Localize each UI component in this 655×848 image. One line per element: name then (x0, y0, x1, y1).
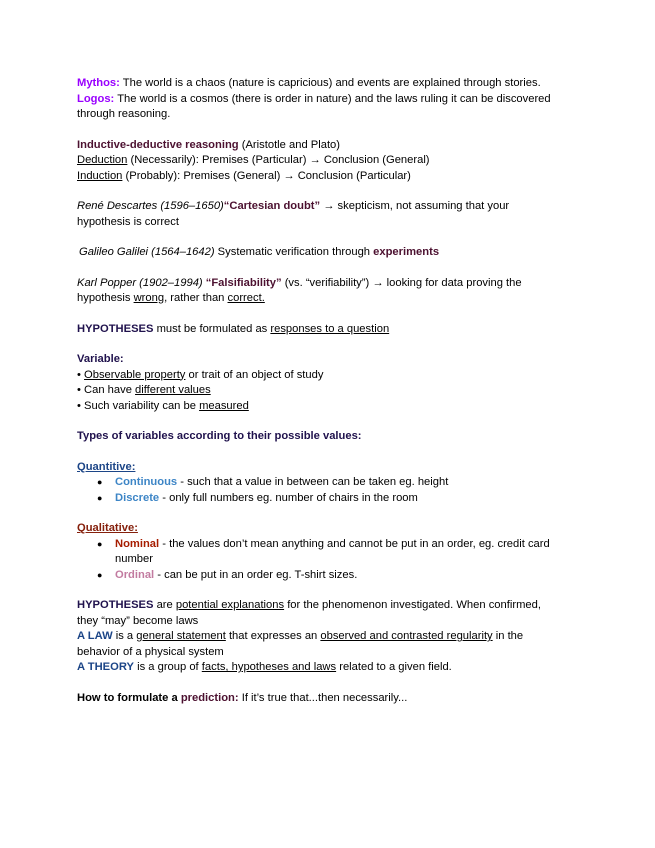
law-text-3: in the (492, 630, 524, 642)
list-item (77, 537, 582, 568)
galileo-text: Systematic verification through (214, 246, 374, 258)
popper-name: Karl Popper (1902–1994) (77, 276, 203, 289)
galileo-name: Galileo Galilei (1564–1642) (79, 246, 215, 258)
logos-term: Logos: (77, 92, 115, 105)
nominal-text-2: number (115, 553, 153, 565)
descartes-line-2 (77, 215, 582, 231)
types-heading: Types of variables according to their possible values: (77, 430, 362, 442)
descartes-text-2: hypothesis is correct (77, 215, 179, 228)
descartes-name: René Descartes (1596–1650) (77, 200, 224, 212)
descartes-text: → skepticism, not assuming that your (320, 200, 510, 212)
hypotheses-section-1 (77, 322, 582, 338)
list-item (77, 568, 582, 584)
variable-item-underlined: Observable property (84, 368, 186, 381)
variable-item-rest: or trait of an object of study (185, 368, 324, 381)
popper-section (77, 276, 582, 307)
popper-text: (vs. “verifiability”) → looking for data proving the (281, 276, 522, 289)
descartes-section (77, 199, 582, 230)
law-line-2 (77, 645, 582, 661)
law-regularity: observed and contrasted regularity (320, 630, 493, 642)
prediction-text: If it’s true that...then necessarily... (238, 691, 408, 704)
bullet-icon: ● (97, 477, 103, 487)
variable-item-prefix: • Can have (77, 384, 136, 396)
popper-correct: correct. (227, 292, 265, 304)
logos-line (77, 92, 582, 108)
deduction-term: Deduction (77, 154, 128, 166)
definitions-section (77, 598, 582, 676)
law-line (77, 629, 582, 645)
deduction-text: (Necessarily): Premises (Particular) → Conclusion (General) (127, 154, 430, 166)
quantitive-section (77, 460, 582, 507)
hypotheses-text-1: must be formulated as (153, 322, 271, 335)
hypotheses-line-1 (77, 322, 582, 338)
mythos-line (77, 76, 582, 92)
logos-text-2: through reasoning. (77, 108, 171, 120)
discrete-term: Discrete (115, 491, 160, 504)
hypotheses-text-2b: for the phenomenon investigated. When confirmed, (284, 599, 541, 611)
variable-item-prefix: • Such variability can be (77, 399, 200, 412)
hypotheses-line-2 (77, 598, 582, 614)
hypotheses-term-2: HYPOTHESES (77, 599, 154, 611)
law-general-statement: general statement (136, 630, 226, 642)
law-text-4: behavior of a physical system (77, 645, 224, 658)
hypotheses-line-3 (77, 614, 582, 630)
variable-heading: Variable: (77, 353, 124, 365)
bullet-icon: ● (97, 538, 103, 549)
variable-item (77, 368, 582, 384)
popper-wrong: wrong (133, 292, 165, 304)
theory-line (77, 660, 582, 676)
mythos-term: Mythos: (77, 77, 120, 89)
variable-section (77, 352, 582, 414)
variable-item-underlined: measured (199, 399, 249, 412)
bullet-icon: ● (97, 569, 103, 580)
theory-facts: facts, hypotheses and laws (201, 661, 337, 673)
bullet-icon: ● (97, 492, 103, 503)
popper-text-2a: hypothesis (77, 292, 134, 304)
popper-term: “Falsifiability” (202, 276, 282, 289)
variable-item-underlined: different values (135, 384, 211, 396)
qualitative-heading: Qualitative: (77, 522, 138, 534)
prediction-lead: How to formulate a (77, 691, 181, 704)
induction-line (77, 169, 582, 185)
qualitative-section (77, 521, 582, 583)
ordinal-text: - can be put in an order eg. T-shirt sizes. (154, 568, 358, 581)
theory-term: A THEORY (77, 661, 134, 673)
theory-text-1: is a group of (133, 661, 202, 673)
law-text-1: is a (112, 630, 137, 642)
logos-text: The world is a cosmos (there is order in nature) and the laws ruling it can be discovered (114, 92, 551, 105)
qualitative-list (77, 537, 582, 584)
galileo-term: experiments (373, 246, 440, 258)
galileo-line (77, 245, 582, 261)
hypotheses-text-3: they “may” become laws (77, 614, 199, 627)
logos-line-2 (77, 107, 582, 123)
variable-item-prefix: • (77, 368, 85, 381)
continuous-text: - such that a value in between can be taken eg. height (177, 476, 449, 488)
document-page (77, 76, 582, 706)
popper-line-2 (77, 291, 582, 307)
reasoning-section (77, 138, 582, 185)
prediction-line (77, 691, 582, 707)
mythos-logos-section (77, 76, 582, 123)
induction-term: Induction (77, 169, 123, 182)
reasoning-heading (77, 138, 582, 154)
galileo-section (77, 245, 582, 261)
induction-text: (Probably): Premises (General) → Conclusion (Particular) (122, 169, 411, 182)
reasoning-term: Inductive-deductive reasoning (77, 138, 239, 151)
hypotheses-potential: potential explanations (175, 599, 285, 611)
popper-line (77, 276, 582, 292)
reasoning-heading-rest: (Aristotle and Plato) (238, 138, 340, 151)
law-term: A LAW (77, 630, 113, 642)
mythos-text: The world is a chaos (nature is capricious) and events are explained through stories. (119, 77, 541, 89)
variable-item (77, 383, 582, 399)
quantitive-list (77, 475, 582, 506)
theory-text-2: related to a given field. (336, 661, 452, 673)
list-item (77, 475, 582, 491)
hypotheses-response-link: responses to a question (270, 322, 390, 335)
prediction-term: prediction: (180, 691, 239, 704)
descartes-line (77, 199, 582, 215)
nominal-term: Nominal (115, 537, 160, 550)
deduction-line (77, 153, 582, 169)
popper-text-2b: , rather than (164, 292, 228, 304)
quantitive-heading: Quantitive: (77, 460, 136, 473)
variable-item (77, 399, 582, 415)
hypotheses-text-2a: are (153, 599, 176, 611)
law-text-2: that expresses an (225, 630, 321, 642)
descartes-term: “Cartesian doubt” (223, 200, 321, 212)
ordinal-term: Ordinal (115, 568, 155, 581)
nominal-text: - the values don’t mean anything and cannot be put in an order, eg. credit card (159, 537, 550, 550)
hypotheses-term-1: HYPOTHESES (77, 322, 154, 335)
continuous-term: Continuous (115, 476, 178, 488)
list-item (77, 491, 582, 507)
discrete-text: - only full numbers eg. number of chairs in the room (159, 491, 418, 504)
